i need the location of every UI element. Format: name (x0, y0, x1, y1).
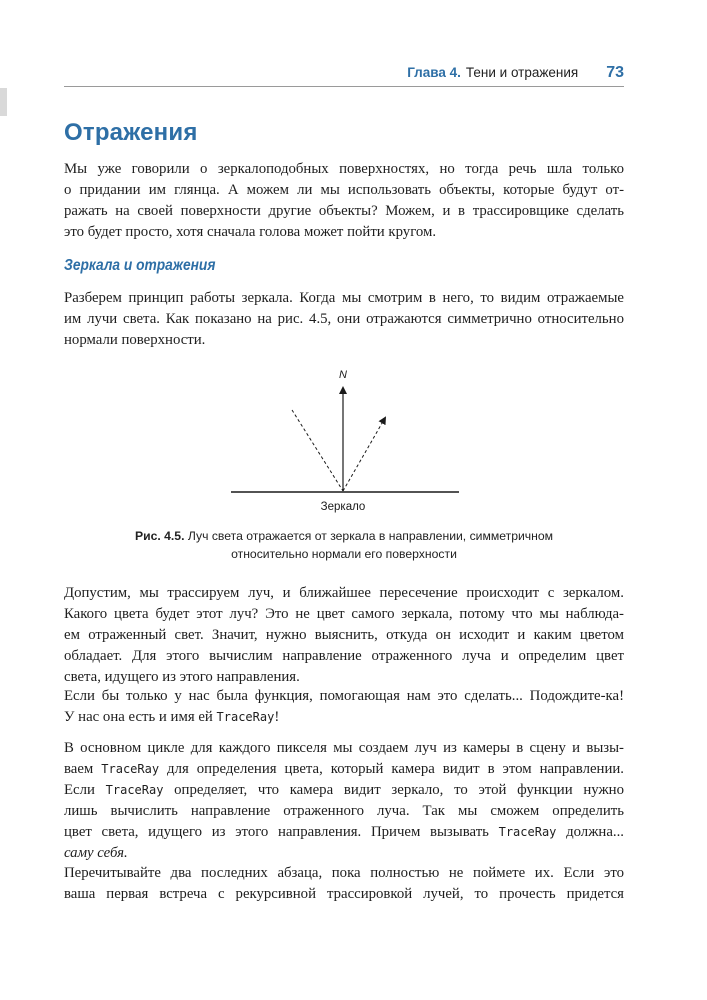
paragraph-reread (64, 863, 624, 905)
text-line: им лучи света. Как показано на рис. 4.5, они отражаются симметрично относительно (64, 311, 624, 327)
text-line: Если TraceRay определяет, что камера видит зеркало, то этой функции нужно (64, 782, 625, 798)
code-traceray: TraceRay (105, 783, 164, 797)
normal-label: N (339, 369, 347, 381)
reflected-ray (343, 418, 385, 491)
caption-label: Рис. 4.5. (134, 529, 185, 543)
figure-caption (64, 527, 624, 563)
text-line: ем отраженный свет. Значит, нужно выяснить, откуда он исходит и каким цветом (64, 627, 624, 643)
text-line: ражать на своей поверхности другие объекты? Можем, и в трассировщике сделать (64, 203, 624, 219)
page-edge-tab (0, 88, 7, 116)
text-line: Разберем принцип работы зеркала. Когда мы смотрим в него, то видим отражаемые (64, 290, 624, 306)
text-line: У нас она есть и имя ей TraceRay! (64, 709, 280, 725)
text-line: цвет света, идущего из этого направления. Причем вызывать TraceRay должна... (64, 824, 624, 840)
text-line: света, идущего из этого направления. (64, 669, 300, 685)
text-line: о придании им глянца. А можем ли мы использовать объекты, которые будут от- (64, 182, 624, 198)
subsection-title: Зеркала и отражения (64, 257, 216, 274)
code-traceray: TraceRay (101, 762, 160, 776)
text-line: ваем TraceRay для определения цвета, который камера видит в этом направлении. (64, 761, 624, 777)
paragraph-intro (64, 159, 624, 243)
chapter-number: Глава 4. (407, 65, 461, 80)
text-line: Какого цвета будет этот луч? Это не цвет самого зеркала, потому что мы наблюда- (64, 606, 624, 622)
text-line: это будет просто, хотя сначала голова может пойти кругом. (64, 224, 437, 240)
text-line: В основном цикле для каждого пикселя мы создаем луч из камеры в сцену и вызы- (64, 740, 624, 756)
paragraph-loop (64, 738, 624, 864)
code-traceray: TraceRay (216, 710, 275, 724)
section-title: Отражения (64, 119, 198, 146)
text-line: Мы уже говорили о зеркалоподобных поверхностях, но тогда речь шла только (64, 161, 624, 177)
running-header (64, 64, 624, 86)
paragraph-trace (64, 583, 624, 688)
text-line: лишь вычислить направление отраженного луча. Так мы сможем определить (64, 803, 624, 819)
paragraph-mirrors (64, 288, 624, 351)
chapter-title: Тени и отражения (465, 65, 579, 80)
caption-text: относительно нормали его поверхности (231, 547, 457, 561)
page-number: 73 (606, 64, 624, 81)
mirror-label: Зеркало (320, 501, 366, 513)
text-line: нормали поверхности. (64, 332, 206, 348)
text-line: Если бы только у нас была функция, помогающая нам это сделать... Подождите-ка! (64, 688, 624, 704)
code-traceray: TraceRay (498, 825, 557, 839)
paragraph-function (64, 686, 624, 728)
text-line: Перечитывайте два последних абзаца, пока полностью не поймете их. Если это (64, 865, 624, 881)
text-line: ваша первая встреча с рекурсивной трассировкой лучей, то прочесть придется (64, 886, 624, 902)
reflection-diagram (230, 358, 460, 518)
incident-ray (292, 410, 343, 491)
text-line: Допустим, мы трассируем луч, и ближайшее пересечение происходит с зеркалом. (64, 585, 624, 601)
text-line: обладает. Для этого вычислим направление отраженного луча и определим цвет (64, 648, 624, 664)
header-rule (64, 86, 624, 87)
text-line: саму себя. (64, 845, 128, 861)
caption-text: Луч света отражается от зеркала в направлении, симметричном (187, 529, 554, 543)
